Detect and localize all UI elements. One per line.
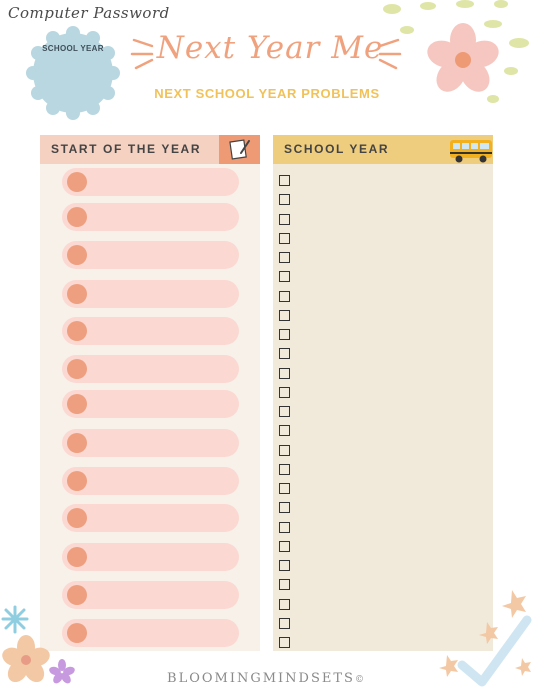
checkbox[interactable] xyxy=(279,579,290,590)
start-of-year-title: START OF THE YEAR xyxy=(51,142,202,156)
checkbox[interactable] xyxy=(279,618,290,629)
bullet-dot-icon xyxy=(67,433,87,453)
list-item[interactable] xyxy=(62,280,239,308)
note-pencil-icon xyxy=(219,135,260,164)
checkbox[interactable] xyxy=(279,368,290,379)
bullet-dot-icon xyxy=(67,547,87,567)
footer-brand xyxy=(0,671,533,686)
list-item[interactable] xyxy=(62,429,239,457)
list-item[interactable] xyxy=(62,504,239,532)
list-item[interactable] xyxy=(62,390,239,418)
list-item[interactable] xyxy=(62,317,239,345)
checkbox[interactable] xyxy=(279,329,290,340)
checkbox[interactable] xyxy=(279,483,290,494)
checkbox[interactable] xyxy=(279,233,290,244)
checkbox[interactable] xyxy=(279,310,290,321)
bullet-dot-icon xyxy=(67,394,87,414)
checkbox[interactable] xyxy=(279,271,290,282)
school-year-badge-icon xyxy=(26,26,120,120)
checkbox[interactable] xyxy=(279,541,290,552)
list-item[interactable] xyxy=(62,467,239,495)
checkbox[interactable] xyxy=(279,291,290,302)
page-title: Next Year Me xyxy=(156,30,384,66)
computer-password-label: Computer Password xyxy=(8,4,170,22)
checkbox[interactable] xyxy=(279,214,290,225)
checkbox[interactable] xyxy=(279,560,290,571)
checkbox[interactable] xyxy=(279,502,290,513)
checkbox[interactable] xyxy=(279,599,290,610)
checkbox[interactable] xyxy=(279,348,290,359)
school-year-title: SCHOOL YEAR xyxy=(284,142,390,156)
bullet-dot-icon xyxy=(67,284,87,304)
list-item[interactable] xyxy=(62,543,239,571)
bullet-dot-icon xyxy=(67,359,87,379)
school-bus-icon xyxy=(448,136,494,164)
checkbox[interactable] xyxy=(279,252,290,263)
checkbox[interactable] xyxy=(279,522,290,533)
bullet-dot-icon xyxy=(67,508,87,528)
checkbox[interactable] xyxy=(279,445,290,456)
checkbox[interactable] xyxy=(279,406,290,417)
checkbox[interactable] xyxy=(279,637,290,648)
bullet-dot-icon xyxy=(67,245,87,265)
list-item[interactable] xyxy=(62,241,239,269)
list-item[interactable] xyxy=(62,168,239,196)
checkbox[interactable] xyxy=(279,387,290,398)
badge-label: SCHOOL YEAR xyxy=(42,44,104,53)
checkbox[interactable] xyxy=(279,194,290,205)
checkbox[interactable] xyxy=(279,425,290,436)
checkbox[interactable] xyxy=(279,175,290,186)
brand-name: BLOOMINGMINDSETS xyxy=(167,671,355,686)
checkbox[interactable] xyxy=(279,464,290,475)
bullet-dot-icon xyxy=(67,321,87,341)
bullet-dot-icon xyxy=(67,172,87,192)
list-item[interactable] xyxy=(62,203,239,231)
bullet-dot-icon xyxy=(67,207,87,227)
flower-icon xyxy=(424,22,502,98)
page-subtitle: NEXT SCHOOL YEAR PROBLEMS xyxy=(154,86,380,101)
school-year-panel xyxy=(273,135,493,651)
list-item[interactable] xyxy=(62,355,239,383)
copyright-mark: © xyxy=(354,675,366,685)
bullet-dot-icon xyxy=(67,471,87,491)
